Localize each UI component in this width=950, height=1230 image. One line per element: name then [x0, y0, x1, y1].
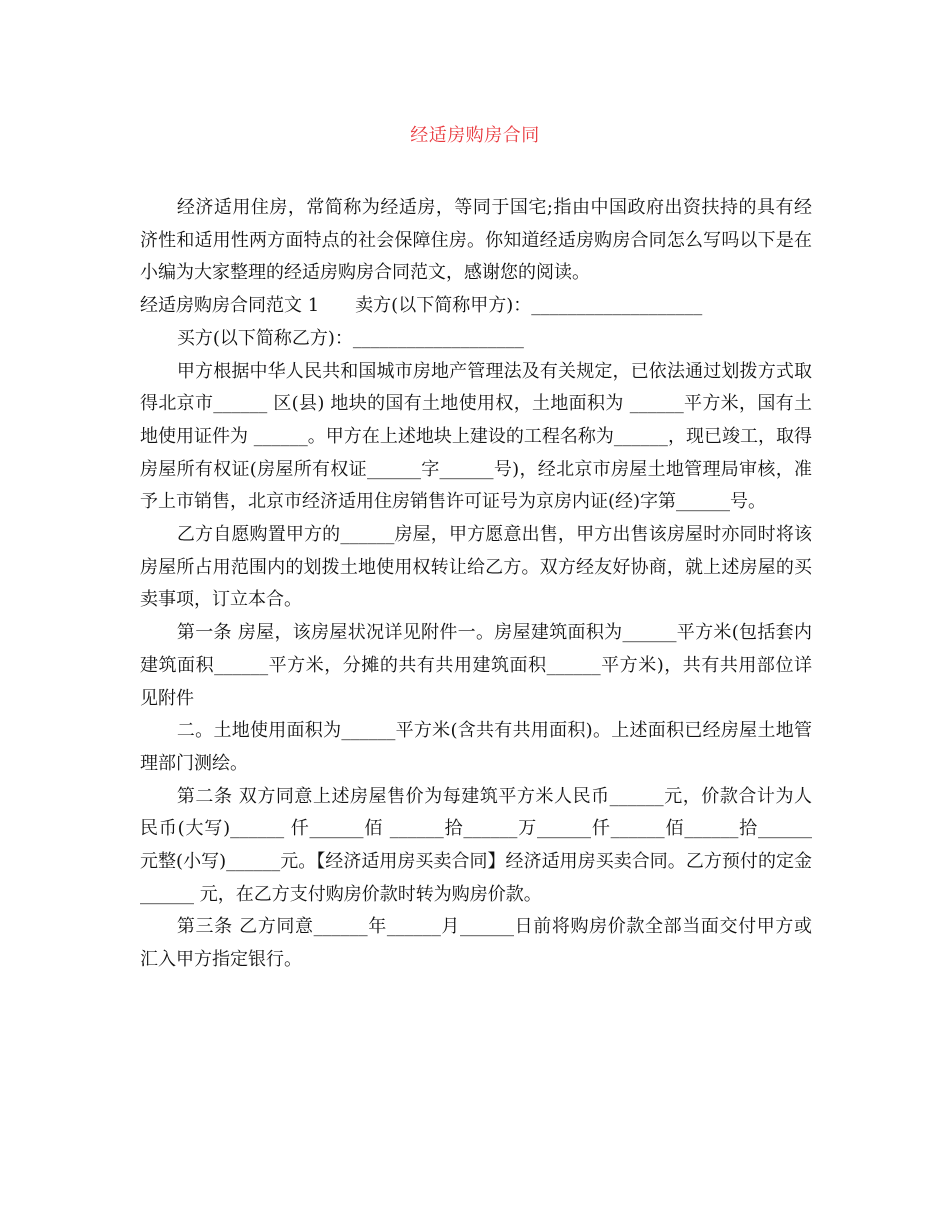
sample-heading-seller-line: 经适房购房合同范文 1 卖方(以下简称甲方)：___________________	[140, 295, 703, 317]
intro-paragraph: 经济适用住房，常简称为经适房，等同于国宅;指由中国政府出资扶持的具有经济性和适用性两方面特点的社会保障住房。你知道经适房购房合同怎么写吗以下是在小编为大家整理的经适房购房合同范文，感谢您的阅读。	[140, 197, 812, 284]
purchase-paragraph: 乙方自愿购置甲方的______房屋，甲方愿意出售，甲方出售该房屋时亦同时将该房屋所占用范围内的划拨土地使用权转让给乙方。双方经友好协商，就上述房屋的买卖事项，订立本合。	[140, 524, 812, 611]
article-two-paragraph: 第二条 双方同意上述房屋售价为每建筑平方米人民币______元，价款合计为人民币(大写)______ 仟______佰 ______拾______万______仟______佰______拾______元整(小写)______元。【经济适用房买卖合同】经济适用房买卖合同。乙方预付的定金______ 元，在乙方支付购房价款时转为购房价款。	[140, 785, 812, 905]
article-three-paragraph: 第三条 乙方同意______年______月______日前将购房价款全部当面交付甲方或汇入甲方指定银行。	[140, 916, 812, 971]
land-area-paragraph: 二。土地使用面积为______平方米(含共有共用面积)。上述面积已经房屋土地管理部门测绘。	[140, 720, 812, 774]
buyer-line: 买方(以下简称乙方)：___________________	[176, 327, 524, 349]
land-paragraph: 甲方根据中华人民共和国城市房地产管理法及有关规定，已依法通过划拨方式取得北京市______ 区(县) 地块的国有土地使用权，土地面积为 ______平方米，国有土地使用证件为 ______。甲方在上述地块上建设的工程名称为______，现已竣工，取得房屋所有权证(房屋所有权证______字______号)，经北京市房屋土地管理局审核，准予上市销售，北京市经济适用住房销售许可证号为京房内证(经)字第______号。	[140, 360, 812, 513]
document-body	[140, 192, 812, 977]
document-title: 经适房购房合同	[410, 125, 540, 146]
article-one-paragraph: 第一条 房屋，该房屋状况详见附件一。房屋建筑面积为______平方米(包括套内建筑面积______平方米，分摊的共有共用建筑面积______平方米)，共有共用部位详见附件	[140, 622, 812, 709]
